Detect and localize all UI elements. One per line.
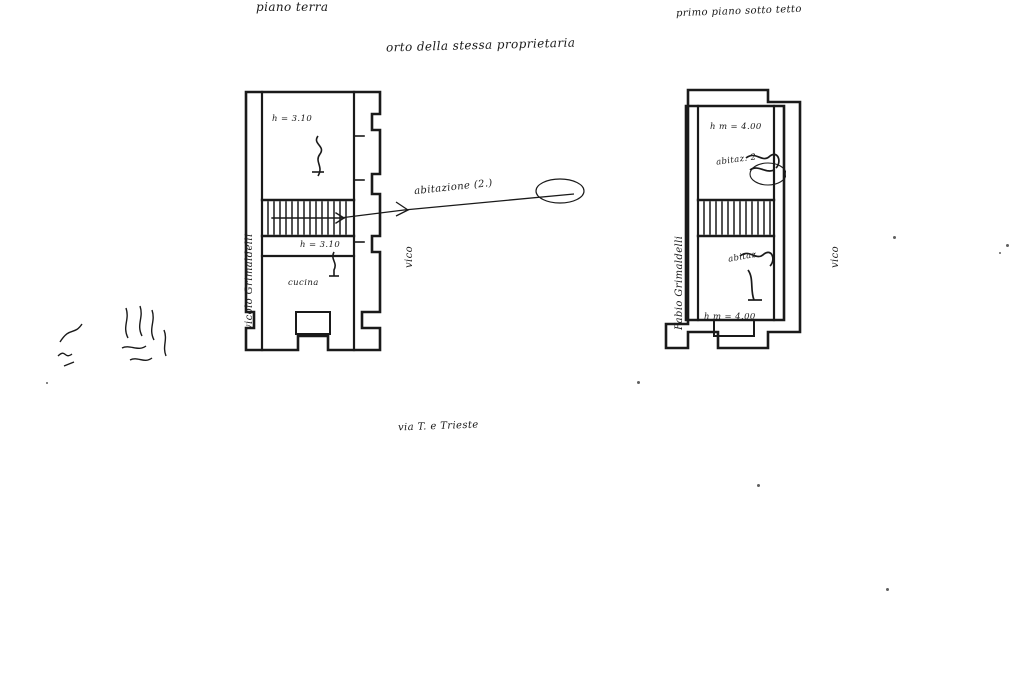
left-plan-height-lower: h = 3.10 [300, 240, 341, 250]
callout-ellipse [534, 176, 586, 210]
bottom-street-label: via T. e Trieste [397, 419, 479, 434]
stray-marks-left [52, 300, 182, 389]
right-plan-height-lower: h m = 4.00 [704, 312, 756, 322]
right-plan-height-upper: h m = 4.00 [710, 122, 762, 132]
subtitle-orto: orto della stessa proprietaria [385, 35, 576, 55]
right-plan-room-label-upper: abitaz. 2 [715, 152, 758, 168]
speckle [757, 484, 760, 487]
title-primo-piano: primo piano sotto tetto [675, 3, 803, 20]
speckle [999, 252, 1001, 254]
speckle [886, 588, 889, 591]
left-floor-plan [232, 84, 412, 359]
left-plan-side-street-label: vicolo Grimaldelli [244, 233, 255, 330]
speckle [637, 381, 640, 384]
speckle [893, 236, 896, 239]
speckle [1006, 244, 1009, 247]
right-plan-right-street-label: vico [830, 245, 841, 268]
left-plan-right-street-label: vico [404, 245, 415, 268]
callout-text: abitazione (2.) [413, 177, 494, 198]
right-plan-side-street-label: Fabio Grimaldelli [674, 235, 685, 330]
title-piano-terra: piano terra [256, 0, 329, 14]
speckle [46, 382, 48, 384]
left-plan-room-label: cucina [288, 278, 319, 288]
right-plan-room-label-lower: abitaz. [727, 249, 761, 265]
left-plan-height-upper: h = 3.10 [272, 114, 313, 124]
